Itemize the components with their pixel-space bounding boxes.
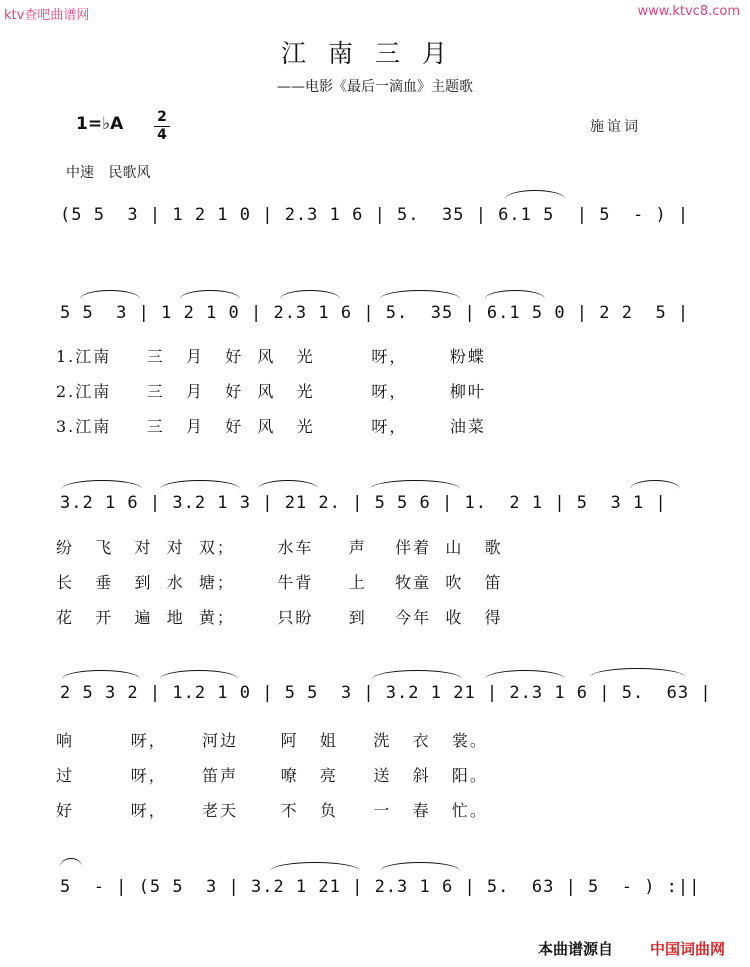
watermark-left: ktv查吧曲谱网 [4,8,90,23]
slur [590,668,685,677]
slur [630,480,680,489]
slur [80,290,140,299]
slur [160,480,240,489]
score-line-4: 2 5 3 2 | 1.2 1 0 | 5 5 3 | 3.2 1 21 | 2.3 1 6 | 5. 63 | [60,683,712,703]
slur [372,670,462,679]
slur [60,858,82,867]
score-line-2: 5 5 3 | 1 2 1 0 | 2.3 1 6 | 5. 35 | 6.1 5 0 | 2 2 5 | [60,303,690,323]
slur [380,862,460,871]
tempo-marking: 中速 民歌风 [66,165,151,181]
slur [180,290,240,299]
song-title: 江南三月 [280,39,469,68]
slur [370,480,460,489]
lyrics-verse-3: 花 开 遍 地 黄； 只盼 到 今年 收 得 [56,608,503,627]
lyricist-credit: 施谊词 [590,119,641,135]
lyrics-verse-1: 纷 飞 对 对 双； 水车 声 伴着 山 歌 [56,538,503,557]
lyrics-verse-1: 响 呀， 河边 阿 姐 洗 衣 裳。 [56,731,488,750]
time-signature [154,110,170,143]
footer-source-label: 本曲谱源自 [538,940,614,958]
score-line-3: 3.2 1 6 | 3.2 1 3 | 21 2. | 5 5 6 | 1. 2 1 | 5 3 1 | [60,493,667,513]
lyrics-verse-1: 1.江南 三 月 好 风 光 呀， 粉蝶 [56,347,486,366]
slur [505,190,565,199]
lyrics-verse-3: 3.江南 三 月 好 风 光 呀， 油菜 [56,417,486,436]
time-sig-bottom: 4 [157,127,167,143]
slur [258,480,318,489]
slur [280,290,340,299]
lyrics-verse-3: 好 呀， 老天 不 负 一 春 忙。 [56,801,488,820]
slur [485,290,545,299]
slur [485,670,565,679]
score-line-1: (5 5 3 | 1 2 1 0 | 2.3 1 6 | 5. 35 | 6.1 5 | 5 - ) | [60,205,690,225]
slur [62,480,142,489]
slur [62,670,140,679]
footer-site-name: 中国词曲网 [650,940,726,958]
lyrics-verse-2: 过 呀， 笛声 嘹 亮 送 斜 阳。 [56,766,488,785]
lyrics-verse-2: 2.江南 三 月 好 风 光 呀， 柳叶 [56,382,486,401]
slur [160,670,238,679]
slur [380,290,460,299]
watermark-right: www.ktvc8.com [637,4,740,19]
key-signature: 1=♭A [76,114,124,134]
slur [270,862,360,871]
lyrics-verse-2: 长 垂 到 水 塘； 牛背 上 牧童 吹 笛 [56,573,503,592]
score-line-5: 5 - | (5 5 3 | 3.2 1 21 | 2.3 1 6 | 5. 63 | 5 - ) :|| [60,877,701,897]
time-sig-top: 2 [157,109,167,125]
song-subtitle: ——电影《最后一滴血》主题歌 [277,79,473,95]
